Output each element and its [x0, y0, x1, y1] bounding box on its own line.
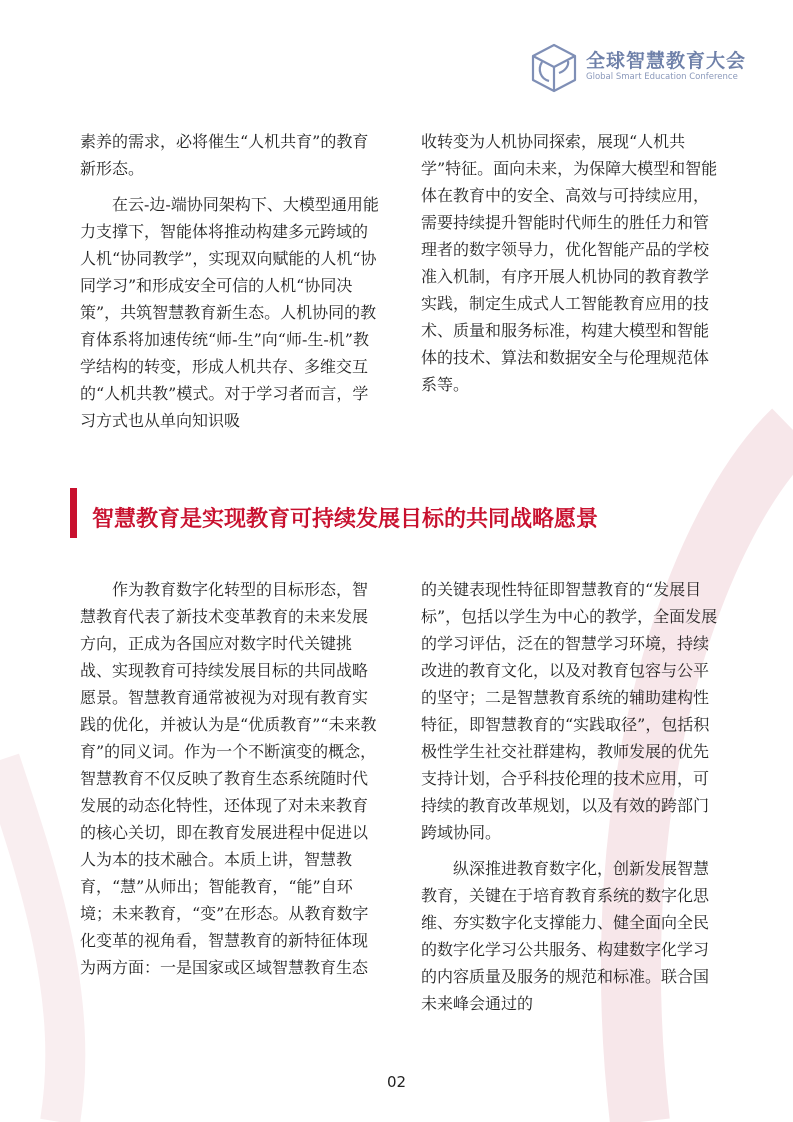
paragraph: 在云-边-端协同架构下、大模型通用能力支撑下，智能体将推动构建多元跨域的人机“协同教学”，实现双向赋能的人机“协同学习”和形成安全可信的人机“协同决策”，共筑智慧教育新生态。人机协同的教育体系将加速传统“师-生”向“师-生-机”教学结构的转变，形成人机共存、多维交互的“人机共教”模式。对于学习者而言，学习方式也从单向知识吸 — [80, 195, 379, 430]
section2-right-column — [421, 576, 723, 1017]
logo-cube-icon — [528, 42, 580, 94]
section-heading: 智慧教育是实现教育可持续发展目标的共同战略愿景 — [92, 507, 599, 532]
section2-left-column — [80, 576, 382, 981]
section1-right-column — [421, 128, 723, 398]
logo-title-en: Global Smart Education Conference — [586, 72, 738, 82]
paragraph: 的关键表现性特征即智慧教育的“发展目标”，包括以学生为中心的教学，全面发展的学习评估，泛在的智慧学习环境，持续改进的教育文化，以及对教育包容与公平的坚守；二是智慧教育系统的辅助建构性特征，即智慧教育的“实践取径”，包括积极性学生社交社群建构，教师发展的优先支持计划，合乎科技伦理的技术应用，可持续的教育改革规划，以及有效的跨部门跨域协同。 — [421, 580, 718, 842]
paragraph: 纵深推进教育数字化，创新发展智慧教育，关键在于培育教育系统的数字化思维、夯实数字化支撑能力、健全面向全民的数字化学习公共服务、构建数字化学习的内容质量及服务的规范和标准。联合国未来峰会通过的 — [421, 859, 710, 1013]
paragraph: 作为教育数字化转型的目标形态，智慧教育代表了新技术变革教育的未来发展方向，正成为各国应对数字时代关键挑战、实现教育可持续发展目标的共同战略愿景。智慧教育通常被视为对现有教育实践的优化，并被认为是“优质教育”“未来教育”的同义词。作为一个不断演变的概念，智慧教育不仅反映了教育生态系统随时代发展的动态化特性，还体现了对未来教育的核心关切，即在教育发展进程中促进以人为本的技术融合。本质上讲，智慧教育，“慧”从师出；智能教育，“能”自环境；未来教育，“变”在形态。从教育数字化变革的视角看，智慧教育的新特征体现为两方面：一是国家或区域智慧教育生态 — [80, 580, 377, 977]
paragraph: 素养的需求，必将催生“人机共育”的教育新形态。 — [80, 132, 369, 178]
page-number: 02 — [386, 1073, 407, 1091]
conference-logo — [528, 42, 758, 94]
paragraph: 收转变为人机协同探索，展现“人机共学”特征。面向未来，为保障大模型和智能体在教育中的安全、高效与可持续应用，需要持续提升智能时代师生的胜任力和管理者的数字领导力，优化智能产品的学校准入机制，有序开展人机协同的教育教学实践，制定生成式人工智能教育应用的技术、质量和服务标准，构建大模型和智能体的技术、算法和数据安全与伦理规范体系等。 — [421, 132, 718, 394]
logo-title-cn: 全球智慧教育大会 — [586, 50, 747, 72]
section1-left-column — [80, 128, 382, 434]
heading-accent-bar — [70, 488, 77, 538]
